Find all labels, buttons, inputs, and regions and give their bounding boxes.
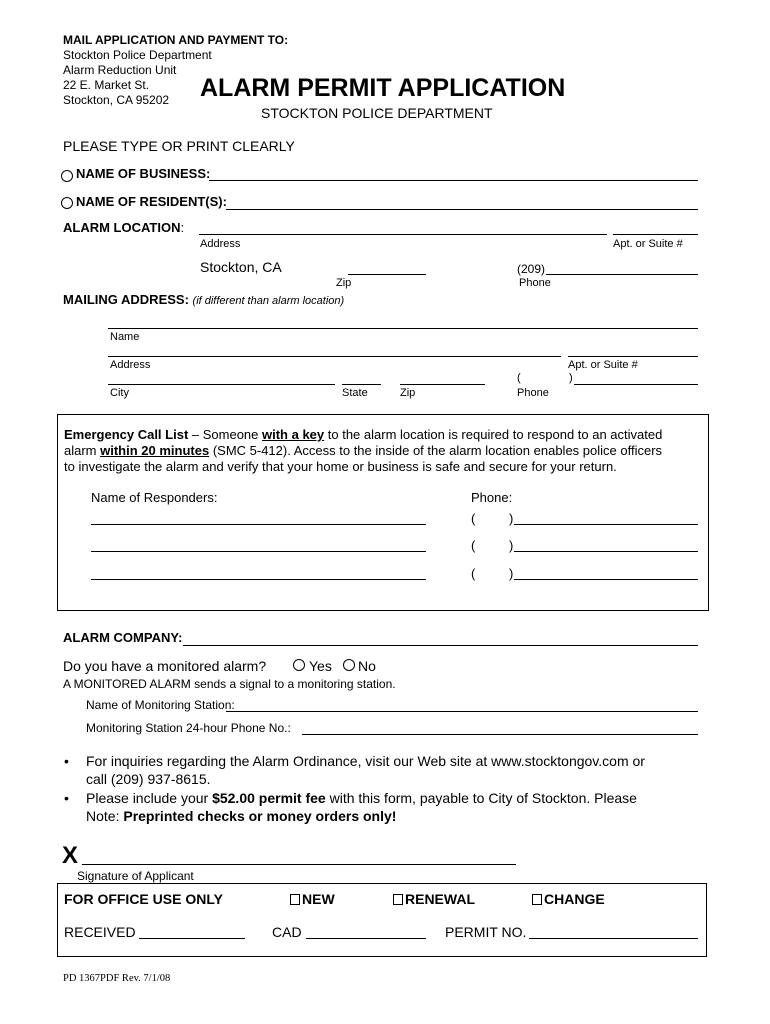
monitored-yes-radio[interactable] [293,659,305,671]
permit-no-field[interactable] [529,938,698,939]
residents-label: NAME OF RESIDENT(S): [76,194,227,209]
monitoring-phone-label: Monitoring Station 24-hour Phone No.: [86,721,291,735]
mailing-phone-paren-close: ) [569,372,573,384]
alarm-phone-prefix: (209) [517,262,546,276]
mail-line: Stockton Police Department [63,48,212,62]
signature-x-mark: X [62,842,79,869]
mailing-phone-paren-open: ( [517,372,521,384]
mailing-zip-field[interactable] [400,384,485,385]
mailing-name-caption: Name [110,331,140,343]
monitored-no-radio[interactable] [343,659,355,671]
bullet-glyph: • [64,790,69,806]
monitored-no-label: No [358,658,376,674]
residents-field[interactable] [226,209,698,210]
emergency-line-1: Emergency Call List – Someone with a key to the alarm location is required to respond to an activated [64,427,663,442]
mailing-address-caption: Address [110,359,151,371]
residents-radio[interactable] [61,197,73,209]
monitoring-station-field[interactable] [226,711,698,712]
bullet-glyph: • [64,753,69,769]
mailing-state-field[interactable] [342,384,381,385]
responder-name-field[interactable] [91,579,426,580]
cad-field[interactable] [306,938,426,939]
monitored-question: Do you have a monitored alarm? [63,658,267,674]
responder-name-field[interactable] [91,551,426,552]
apt-caption: Apt. or Suite # [613,238,683,250]
signature-caption: Signature of Applicant [77,869,194,883]
mail-line: Alarm Reduction Unit [63,63,177,77]
page-title: ALARM PERMIT APPLICATION [200,74,566,102]
inquiry-text-line-2: call (209) 937-8615. [86,771,211,787]
office-use-heading: FOR OFFICE USE ONLY [64,891,223,907]
monitoring-phone-field[interactable] [302,734,698,735]
mail-heading: MAIL APPLICATION AND PAYMENT TO: [63,33,289,47]
mailing-phone-field[interactable] [574,384,698,385]
responder-phone-field[interactable] [514,551,698,552]
renewal-checkbox[interactable] [393,894,403,905]
monitored-description: A MONITORED ALARM sends a signal to a monitoring station. [63,677,396,691]
mail-line: Stockton, CA 95202 [63,93,170,107]
alarm-address-field[interactable] [199,234,607,235]
new-checkbox[interactable] [290,894,300,905]
business-label: NAME OF BUSINESS: [76,166,211,181]
paren-open: ( [471,538,476,553]
phone-caption: Phone [519,277,551,289]
mailing-apt-field[interactable] [568,356,698,357]
fee-text-line-2: Note: Preprinted checks or money orders only! [86,808,397,824]
emergency-line-2: alarm within 20 minutes (SMC 5-412). Access to the inside of the alarm location enables police officers [64,443,663,458]
instruction-text: PLEASE TYPE OR PRINT CLEARLY [63,138,295,154]
city-caption: City [110,387,129,399]
business-field[interactable] [209,180,698,181]
paren-open: ( [471,566,476,581]
alarm-location-label: ALARM LOCATION: [63,220,185,235]
paren-close: ) [509,511,514,526]
alarm-phone-field[interactable] [546,274,698,275]
responders-label: Name of Responders: [91,490,218,505]
page-subtitle: STOCKTON POLICE DEPARTMENT [261,105,493,121]
alarm-zip-field[interactable] [348,274,426,275]
mailing-apt-caption: Apt. or Suite # [568,359,638,371]
alarm-city-value: Stockton, CA [200,259,282,275]
phone-caption: Phone [517,387,549,399]
responder-name-field[interactable] [91,524,426,525]
address-caption: Address [200,238,241,250]
fee-text-line-1: Please include your $52.00 permit fee with this form, payable to City of Stockton. Please [86,790,637,806]
paren-close: ) [509,538,514,553]
emergency-line-3: to investigate the alarm and verify that your home or business is safe and secure for your return. [64,459,617,474]
form-code: PD 1367PDF Rev. 7/1/08 [63,973,171,984]
responders-phone-label: Phone: [471,490,513,505]
new-label: NEW [302,891,335,907]
change-checkbox[interactable] [532,894,542,905]
mailing-address-label: MAILING ADDRESS: (if different than alarm location) [63,292,345,307]
zip-caption: Zip [400,387,416,399]
inquiry-text-line-1: For inquiries regarding the Alarm Ordinance, visit our Web site at www.stocktongov.com or [86,753,645,769]
mailing-address-field[interactable] [108,356,561,357]
paren-open: ( [471,511,476,526]
business-radio[interactable] [61,170,73,182]
alarm-apt-field[interactable] [613,234,698,235]
mail-line: 22 E. Market St. [63,78,150,92]
mailing-name-field[interactable] [108,328,698,329]
alarm-company-field[interactable] [183,645,698,646]
received-field[interactable] [139,938,245,939]
cad-label: CAD [272,924,302,940]
permit-no-label: PERMIT NO. [445,924,527,940]
mailing-city-field[interactable] [108,384,335,385]
paren-close: ) [509,566,514,581]
responder-phone-field[interactable] [514,579,698,580]
change-label: CHANGE [544,891,605,907]
monitored-yes-label: Yes [309,658,332,674]
signature-field[interactable] [82,864,516,865]
state-caption: State [342,387,368,399]
monitoring-station-label: Name of Monitoring Station: [86,698,235,712]
responder-phone-field[interactable] [514,524,698,525]
alarm-company-label: ALARM COMPANY: [63,630,183,645]
zip-caption: Zip [336,277,352,289]
renewal-label: RENEWAL [405,891,475,907]
received-label: RECEIVED [64,924,136,940]
